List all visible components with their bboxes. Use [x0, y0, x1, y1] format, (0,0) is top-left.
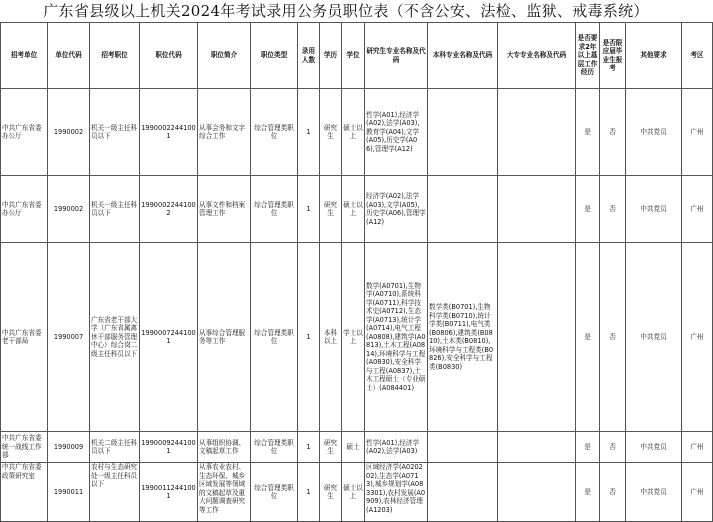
cell-intro: 从事文件和档案管理工作: [198, 176, 251, 243]
cell-position: 农村与生态研究处一级主任科员以下: [90, 463, 140, 522]
cell-type: 综合管理类职位: [251, 176, 298, 243]
cell-position: 机关二级主任科员以下: [90, 432, 140, 463]
cell-base-experience: 是: [576, 243, 600, 432]
cell-education: 本科以上: [320, 243, 342, 432]
cell-type: 综合管理类职位: [251, 432, 298, 463]
header-other: 其他要求: [626, 23, 682, 89]
cell-degree: 学士以上: [342, 243, 365, 432]
cell-position-code: 19900072441001: [140, 243, 198, 432]
table-row: [1, 176, 713, 243]
cell-type: 综合管理类职位: [251, 89, 298, 176]
cell-type: 综合管理类职位: [251, 243, 298, 432]
cell-fresh-only: 否: [600, 89, 626, 176]
cell-intro: 从事农业农村、生态环保、城乡区域发展等领域的文稿起草及重大问题调查研究等工作: [198, 463, 251, 522]
position-table: [0, 22, 713, 522]
cell-count: 1: [298, 432, 320, 463]
cell-unit: 中共广东省委政策研究室: [1, 463, 48, 522]
cell-unit-code: 1990009: [48, 432, 90, 463]
cell-other: 中共党员: [626, 463, 682, 522]
table-row: [1, 89, 713, 176]
cell-count: 1: [298, 89, 320, 176]
header-unit: 招考单位: [1, 23, 48, 89]
cell-unit: 中共广东省委统一战线工作部: [1, 432, 48, 463]
cell-base-experience: 是: [576, 89, 600, 176]
cell-grad-major: 经济学(A02),法学(A03),文学(A05),历史学(A06),管理学(A12): [365, 176, 428, 243]
header-count: 录用人数: [298, 23, 320, 89]
cell-base-experience: 是: [576, 463, 600, 522]
cell-unit-code: 1990002: [48, 176, 90, 243]
cell-fresh-only: 否: [600, 463, 626, 522]
cell-college-major: [498, 432, 576, 463]
header-row: [1, 23, 713, 89]
cell-count: 1: [298, 243, 320, 432]
cell-fresh-only: 否: [600, 243, 626, 432]
table-row: [1, 463, 713, 522]
cell-college-major: [498, 243, 576, 432]
cell-unit-code: 1990011: [48, 463, 90, 522]
cell-college-major: [498, 463, 576, 522]
cell-area: 广州: [682, 89, 713, 176]
cell-undergrad-major: [428, 89, 498, 176]
header-grad-major: 研究生专业名称及代码: [365, 23, 428, 89]
cell-area: 广州: [682, 463, 713, 522]
cell-degree: 硕士: [342, 432, 365, 463]
header-unit-code: 单位代码: [48, 23, 90, 89]
cell-fresh-only: 否: [600, 432, 626, 463]
cell-undergrad-major: 数学类(B0701),生物科学类(B0710),统计学类(B0711),电气类(B0806),建筑类(B0810),土木类(B0810),环境科学与工程类(B0826),安全科学与工程类(B0830): [428, 243, 498, 432]
cell-type: 综合管理类职位: [251, 463, 298, 522]
cell-position-code: 19900022441002: [140, 176, 198, 243]
header-degree: 学位: [342, 23, 365, 89]
cell-degree: 硕士以上: [342, 176, 365, 243]
cell-base-experience: 是: [576, 432, 600, 463]
cell-education: 研究生: [320, 176, 342, 243]
cell-unit-code: 1990002: [48, 89, 90, 176]
cell-intro: 从事综合管理服务等工作: [198, 243, 251, 432]
cell-education: 研究生: [320, 432, 342, 463]
cell-unit: 中共广东省委老干部局: [1, 243, 48, 432]
cell-unit-code: 1990007: [48, 243, 90, 432]
cell-other: 中共党员: [626, 176, 682, 243]
cell-intro: 从事组织协调、文稿起草工作: [198, 432, 251, 463]
cell-education: 研究生: [320, 89, 342, 176]
cell-degree: 硕士以上: [342, 463, 365, 522]
cell-unit: 中共广东省委办公厅: [1, 176, 48, 243]
header-type: 职位类型: [251, 23, 298, 89]
cell-grad-major: 区域经济学(A020202),生态学(A0713),城乡规划学(A083301),农村发展(A0909),农林经济管理(A1203): [365, 463, 428, 522]
cell-other: 中共党员: [626, 89, 682, 176]
cell-grad-major: 哲学(A01),经济学(A02),法学(A03): [365, 432, 428, 463]
header-fresh-only: 是否限应届毕业生报考: [600, 23, 626, 89]
cell-other: 中共党员: [626, 243, 682, 432]
table-row: [1, 432, 713, 463]
cell-count: 1: [298, 463, 320, 522]
cell-grad-major: 哲学(A01),经济学(A02),法学(A03),教育学(A04),文学(A05),历史学(A06),管理学(A12): [365, 89, 428, 176]
header-position-code: 职位代码: [140, 23, 198, 89]
cell-grad-major: 数学(A0701),生物学(A0710),系统科学(A0711),科学技术史(A0712),生态学(A0713),统计学(A0714),电气工程(A0808),建筑学(A0813),土木工程(A0814),环境科学与工程(A0830),安全科学与工程(A0837),土木工程硕士（专业硕士）(A084401): [365, 243, 428, 432]
cell-position-code: 19900022441001: [140, 89, 198, 176]
cell-area: 广州: [682, 243, 713, 432]
page-title: 广东省县级以上机关2024年考试录用公务员职位表（不含公安、法检、监狱、戒毒系统）: [43, 2, 649, 20]
cell-position: 广东省老干部大学（广东省属离休干部服务管理中心）综合岗二级主任科员以下: [90, 243, 140, 432]
cell-other: 中共党员: [626, 432, 682, 463]
header-intro: 职位简介: [198, 23, 251, 89]
cell-position: 机关一级主任科员以下: [90, 176, 140, 243]
header-area: 考区: [682, 23, 713, 89]
cell-education: 研究生: [320, 463, 342, 522]
cell-fresh-only: 否: [600, 176, 626, 243]
cell-undergrad-major: [428, 176, 498, 243]
cell-college-major: [498, 89, 576, 176]
header-undergrad-major: 本科专业名称及代码: [428, 23, 498, 89]
cell-position-code: 19900112441001: [140, 463, 198, 522]
cell-degree: 硕士以上: [342, 89, 365, 176]
cell-count: 1: [298, 176, 320, 243]
header-education: 学历: [320, 23, 342, 89]
cell-undergrad-major: [428, 463, 498, 522]
header-base-experience: 是否要求2年以上基层工作经历: [576, 23, 600, 89]
table-row: [1, 243, 713, 432]
cell-undergrad-major: [428, 432, 498, 463]
cell-position-code: 19900092441001: [140, 432, 198, 463]
cell-intro: 从事会务和文字综合工作: [198, 89, 251, 176]
cell-position: 机关一级主任科员以下: [90, 89, 140, 176]
cell-area: 广州: [682, 176, 713, 243]
cell-college-major: [498, 176, 576, 243]
header-position: 招考职位: [90, 23, 140, 89]
cell-area: 广州: [682, 432, 713, 463]
cell-unit: 中共广东省委办公厅: [1, 89, 48, 176]
header-college-major: 大专专业名称及代码: [498, 23, 576, 89]
cell-base-experience: 是: [576, 176, 600, 243]
